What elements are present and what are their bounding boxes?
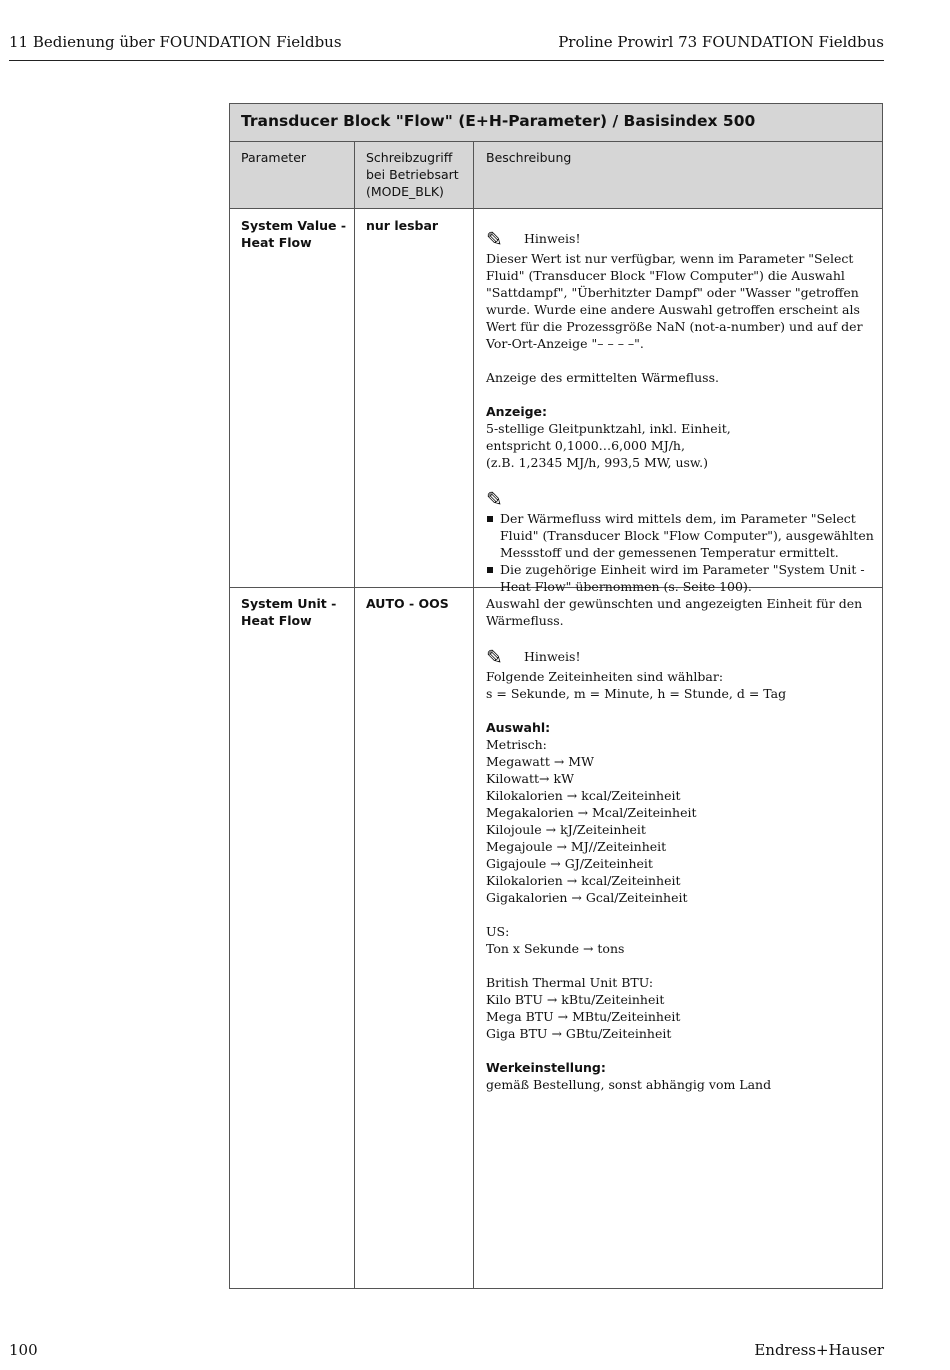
list-item: Kilokalorien → kcal/Zeiteinheit <box>486 788 681 803</box>
list-item: Megajoule → MJ//Zeiteinheit <box>486 839 667 854</box>
column-header-description: Beschreibung <box>486 150 572 165</box>
row2-us-label: US: <box>486 924 510 939</box>
row1-note-text: Dieser Wert ist nur verfügbar, wenn im Parameter "Select Fluid" (Transducer Block "Flow Computer") die Auswahl "Sattdampf", "Überhitzter Dampf" oder "Wasser "getroffen wurde. Wurde eine andere Auswahl getroffen erscheint als Wert für die Prozessgröße NaN (not-a-number) und auf der Vor-Ort-Anzeige "– – – –". <box>486 251 863 351</box>
list-item: Megawatt → MW <box>486 754 594 769</box>
row2-factory-text: gemäß Bestellung, sonst abhängig vom Land <box>486 1077 772 1092</box>
column-header-access: Schreibzugriff bei Betriebsart (MODE_BLK) <box>366 150 459 199</box>
row2-description <box>486 595 882 1093</box>
brand-name: Endress+Hauser <box>754 1341 884 1359</box>
row2-parameter: System Unit - Heat Flow <box>241 596 337 628</box>
table-title: Transducer Block "Flow" (E+H-Parameter) / Basisindex 500 <box>230 104 882 142</box>
list-item: Kilokalorien → kcal/Zeiteinheit <box>486 873 681 888</box>
row2-note-line: s = Sekunde, m = Minute, h = Stunde, d = Tag <box>486 686 787 701</box>
list-item: Ton x Sekunde → tons <box>486 941 625 956</box>
row2-choice-heading: Auswahl: <box>486 720 551 735</box>
list-item: Gigakalorien → Gcal/Zeiteinheit <box>486 890 688 905</box>
list-item: Der Wärmefluss wird mittels dem, im Parameter "Select Fluid" (Transducer Block "Flow Computer"), ausgewählten Messstoff und der gemessenen Temperatur ermittelt. <box>486 510 878 561</box>
list-item: Giga BTU → GBtu/Zeiteinheit <box>486 1026 672 1041</box>
running-header-chapter: 11 Bedienung über FOUNDATION Fieldbus <box>9 33 342 51</box>
row2-metric-label: Metrisch: <box>486 737 547 752</box>
list-item: Kilo BTU → kBtu/Zeiteinheit <box>486 992 665 1007</box>
row1-note <box>486 228 878 250</box>
row1-display-heading: Anzeige: <box>486 404 548 419</box>
row2-note-line: Folgende Zeiteinheiten sind wählbar: <box>486 669 724 684</box>
row2-intro: Auswahl der gewünschten und angezeigten Einheit für den Wärmefluss. <box>486 596 863 628</box>
row1-display-line: 5-stellige Gleitpunktzahl, inkl. Einheit, <box>486 421 731 436</box>
page-number: 100 <box>9 1341 38 1359</box>
row2-btu-label: British Thermal Unit BTU: <box>486 975 654 990</box>
row1-bullet-list <box>486 510 878 595</box>
row1-display-line: (z.B. 1,2345 MJ/h, 993,5 MW, usw.) <box>486 455 708 470</box>
row1-description <box>486 228 878 595</box>
column-divider <box>354 142 355 1288</box>
row1-parameter: System Value - Heat Flow <box>241 218 347 250</box>
list-item: Kilojoule → kJ/Zeiteinheit <box>486 822 646 837</box>
header-divider <box>9 60 884 61</box>
list-item: Mega BTU → MBtu/Zeiteinheit <box>486 1009 681 1024</box>
pencil-note-icon: ✎ <box>486 487 503 511</box>
list-item: Megakalorien → Mcal/Zeiteinheit <box>486 805 697 820</box>
row1-access: nur lesbar <box>366 218 439 233</box>
pencil-note-icon: ✎ <box>486 227 503 251</box>
column-divider <box>473 142 474 1288</box>
row2-note-label: Hinweis! <box>524 649 581 664</box>
list-item: Die zugehörige Einheit wird im Parameter "System Unit - Heat Flow" übernommen (s. Seite 100). <box>486 561 878 595</box>
column-header-parameter: Parameter <box>241 150 307 165</box>
list-item: Kilowatt→ kW <box>486 771 574 786</box>
row1-note-label: Hinweis! <box>524 231 581 246</box>
list-item: Gigajoule → GJ/Zeiteinheit <box>486 856 653 871</box>
row1-intro: Anzeige des ermittelten Wärmefluss. <box>486 370 719 385</box>
row2-access: AUTO - OOS <box>366 596 449 611</box>
row2-factory-heading: Werkeinstellung: <box>486 1060 606 1075</box>
row2-note <box>486 646 882 668</box>
parameter-table <box>229 103 883 1289</box>
pencil-note-icon: ✎ <box>486 645 503 669</box>
running-header-product: Proline Prowirl 73 FOUNDATION Fieldbus <box>558 33 884 51</box>
row1-display-line: entspricht 0,1000…6,000 MJ/h, <box>486 438 685 453</box>
